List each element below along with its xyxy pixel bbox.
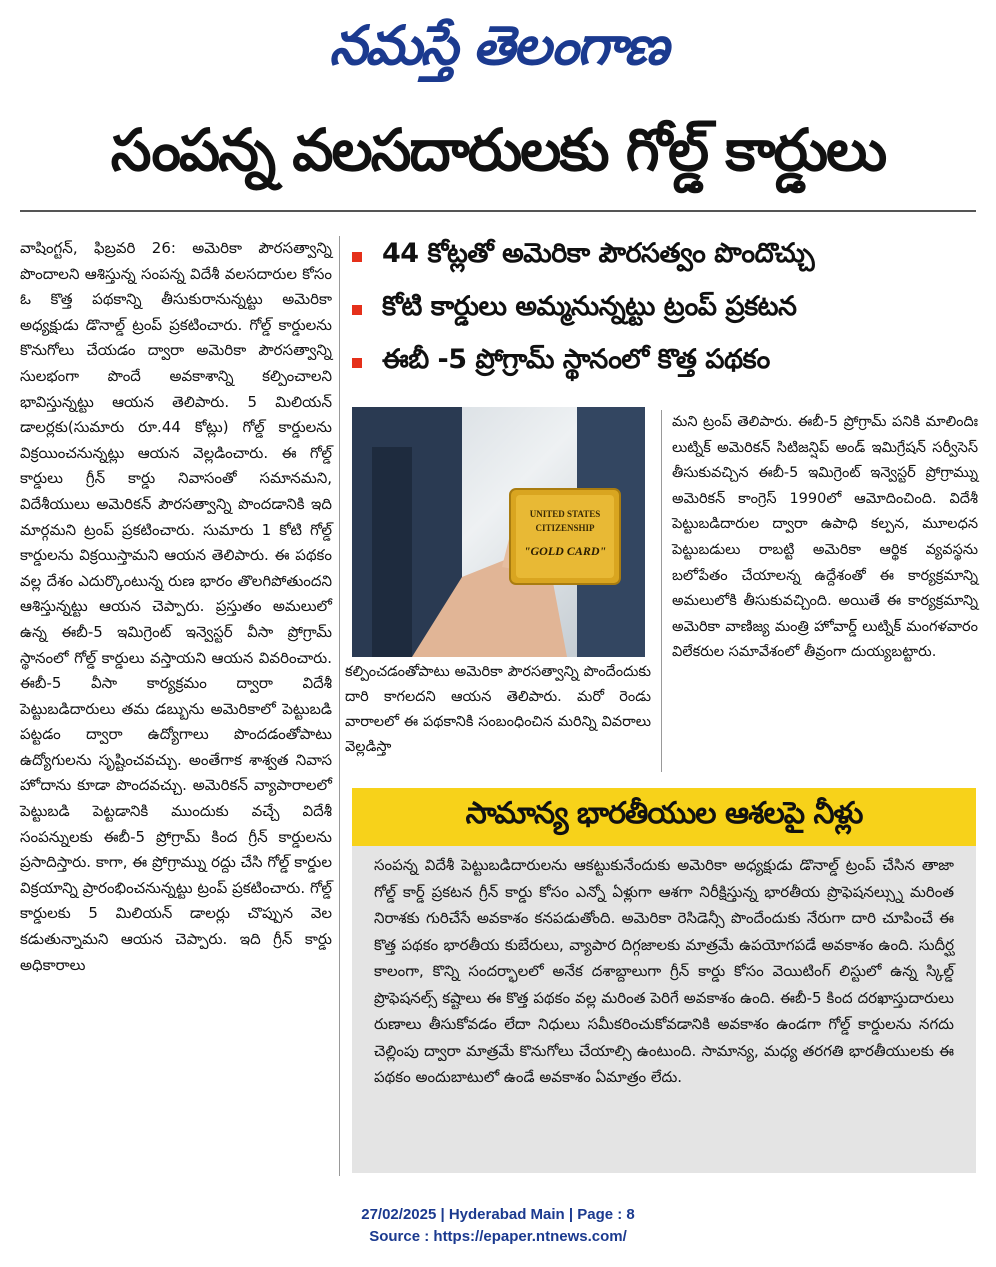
- masthead-logo: నమస్తే తెలంగాణ: [329, 14, 667, 77]
- sidebar-box-title: సామాన్య భారతీయుల ఆశలపై నీళ్లు: [352, 788, 976, 846]
- article-column-middle: కల్పించడంతోపాటు అమెరికా పౌరసత్వాన్ని పొందేందుకు దారి కాగలదని ఆయన తెలిపారు. మరో రెండు వారాలలో ఈ పథకానికి సంబంధించిన మరిన్ని వివరాలు వెల్లడిస్తా: [345, 664, 651, 755]
- highlight-bullets: [352, 230, 982, 389]
- card-line-1: UNITED STATES: [529, 509, 601, 519]
- bullet-item: [352, 336, 982, 389]
- column-divider-right: [661, 410, 662, 772]
- bullet-text: 44 కోట్లతో అమెరికా పౌరసత్వం పొందొచ్చు: [382, 237, 815, 269]
- bullet-square-icon: [352, 358, 362, 368]
- main-headline: సంపన్న వలసదారులకు గోల్డ్ కార్డులు: [110, 116, 886, 184]
- footer-source-link[interactable]: Source : https://epaper.ntnews.com/: [369, 1228, 627, 1245]
- footer-edition-info: 27/02/2025 | Hyderabad Main | Page : 8: [361, 1206, 635, 1223]
- column-divider-left: [339, 236, 340, 1176]
- article-column-right: మని ట్రంప్ తెలిపారు. ఈబీ-5 ప్రోగ్రామ్ పనికి మాలిందిః లుట్నిక్ అమెరికన్ సిటిజన్షిప్ అండ్ ఇమిగ్రేషన్ సర్వీసెస్ తీసుకువచ్చిన ఈబీ-5 ఇమిగ్రెంట్ ఇన్వెస్టర్ ప్రోగ్రామ్ను అమెరికన్ కాంగ్రెస్ 1990లో ఆమోదించింది. విదేశీ పెట్టుబడిదారుల ద్వారా ఉపాధి కల్పన, మూలధన పెట్టుబడులు రాబట్టి అమెరికా ఆర్థిక వ్యవస్థను బలోపేతం చేయాలన్న ఉద్దేశంతో ఈ కార్యక్రమాన్ని అమలులోకి తీసుకువచ్చింది. అయితే ఈ కార్యక్రమాన్ని అమెరికా వాణిజ్య మంత్రి హోవార్డ్ లుట్నిక్ మంగళవారం విలేకరుల సమావేశంలో తీవ్రంగా దుయ్యబట్టారు.: [672, 414, 978, 661]
- headline-divider: [20, 210, 976, 212]
- article-column-left: వాషింగ్టన్, ఫిబ్రవరి 26: అమెరికా పౌరసత్వాన్ని పొందాలని ఆశిస్తున్న సంపన్న విదేశీ వలసదారుల కోసం ఓ కొత్త పథకాన్ని తీసుకురానున్నట్టు అమెరికా అధ్యక్షుడు డొనాల్డ్ ట్రంప్ ప్రకటించారు. గోల్డ్ కార్డులను కొనుగోలు చేయడం ద్వారా అమెరికా పౌరసత్వాన్ని సులభంగా పొందే అవకాశాన్ని కల్పించాలని భావిస్తున్నట్టు ఆయన తెలిపారు. 5 మిలియన్ డాలర్లకు(సుమారు రూ.44 కోట్లు) గోల్డ్ కార్డులను విక్రయించనున్నట్లు ఆయన వెల్లడించారు. ఈ గోల్డ్ కార్డులు గ్రీన్ కార్డు నివాసంతో సమానమని, విదేశీయులు అమెరికన్ పౌరసత్వాన్ని పొందడానికి ఇది మార్గమని ట్రంప్ ప్రకటించారు. సుమారు 1 కోటి గోల్డ్ కార్డులను విక్రయిస్తామని ఆయన తెలిపారు. ఈ పథకం వల్ల దేశం ఎదుర్కొంటున్న రుణ భారం తొలగిపోతుందని ఆశిస్తున్నట్టు ఆయన చెప్పారు. ప్రస్తుతం అమలులో ఉన్న ఈబీ-5 ఇమిగ్రెంట్ ఇన్వెస్టర్ వీసా ప్రోగ్రామ్ స్థానంలో గోల్డ్ కార్డులు వస్తాయని ఆయన వివరించారు. ఈబీ-5 వీసా కార్యక్రమం ద్వారా విదేశీ పెట్టుబడిదారులు తమ డబ్బును అమెరికాలో పెట్టుబడి పట్టడం ద్వారా ఉద్యోగాలు పొందడంతోపాటు ఉద్యోగులను సృష్టించవచ్చు. అంతేగాక శాశ్వత నివాస హోదాను కూడా పొందవచ్చు. అమెరికన్ వ్యాపారాలలో పెట్టుబడి పెట్టడానికి ముందుకు వచ్చే విదేశీ సంపన్నులకు ఈబీ-5 ప్రోగ్రామ్ కింద గ్రీన్ కార్డులను ప్రసాదిస్తారు. కాగా, ఈ ప్రోగ్రామ్ను రద్దు చేసి గోల్డ్ కార్డుల విక్రయాన్ని ప్రారంభించనున్నట్టు ట్రంప్ ప్రకటించారు. గోల్డ్ కార్డులకు 5 మిలియన్ డాలర్లు చొప్పున వెల కడుతున్నామని ఆయన చెప్పారు. ఇది గ్రీన్ కార్డు అధికారాలు: [20, 239, 332, 974]
- bullet-item: [352, 230, 982, 283]
- bullet-item: [352, 283, 982, 336]
- card-title: "GOLD CARD": [523, 544, 607, 558]
- bullet-text: ఈబీ -5 ప్రోగ్రామ్ స్థానంలో కొత్త పథకం: [382, 343, 770, 375]
- gold-card-photo: [352, 407, 645, 657]
- bullet-square-icon: [352, 252, 362, 262]
- hand-holding-card-illustration: [352, 407, 645, 657]
- bullet-square-icon: [352, 305, 362, 315]
- card-line-2: CITIZENSHIP: [535, 523, 595, 533]
- sidebar-box-body: సంపన్న విదేశీ పెట్టుబడిదారులను ఆకట్టుకునేందుకు అమెరికా అధ్యక్షుడు డొనాల్డ్ ట్రంప్ చేసిన తాజా గోల్డ్ కార్డ్ ప్రకటన గ్రీన్ కార్డు కోసం ఎన్నో ఏళ్లుగా ఆశగా నిరీక్షిస్తున్న భారతీయ ప్రొఫెషనల్స్ను మరింత నిరాశకు గురిచేసే అవకాశం కనపడుతోంది. అమెరికా రెసిడెన్సీ పొందేందుకు నేరుగా దారి చూపించే ఈ కొత్త పథకం భారతీయ కుబేరులు, వ్యాపార దిగ్గజాలకు మాత్రమే ఉపయోగపడే అవకాశం ఉంది. సుదీర్ఘ కాలంగా, కొన్ని సందర్భాలలో అనేక దశాబ్దాలుగా గ్రీన్ కార్డు కోసం వెయిటింగ్ లిస్టులో ఉన్న స్కిల్డ్ ప్రొఫెషనల్స్ కష్టాలు ఈ కొత్త పథకం వల్ల మరింత పెరిగే అవకాశం ఉంది. ఈబీ-5 కింద దరఖాస్తుదారులు రుణాలు తీసుకోవడం లేదా నిధులు సమీకరించుకోవడానికి అవకాశం ఉండగా గోల్డ్ కార్డులను నగదు చెల్లింపు ద్వారా మాత్రమే కొనుగోలు చేయాల్సి ఉంటుంది. సామాన్య, మధ్య తరగతి భారతీయులకు ఈ పథకం అందుబాటులో ఉండే అవకాశం ఏమాత్రం లేదు.: [352, 846, 976, 1173]
- bullet-text: కోటి కార్డులు అమ్మనున్నట్టు ట్రంప్ ప్రకటన: [382, 290, 797, 322]
